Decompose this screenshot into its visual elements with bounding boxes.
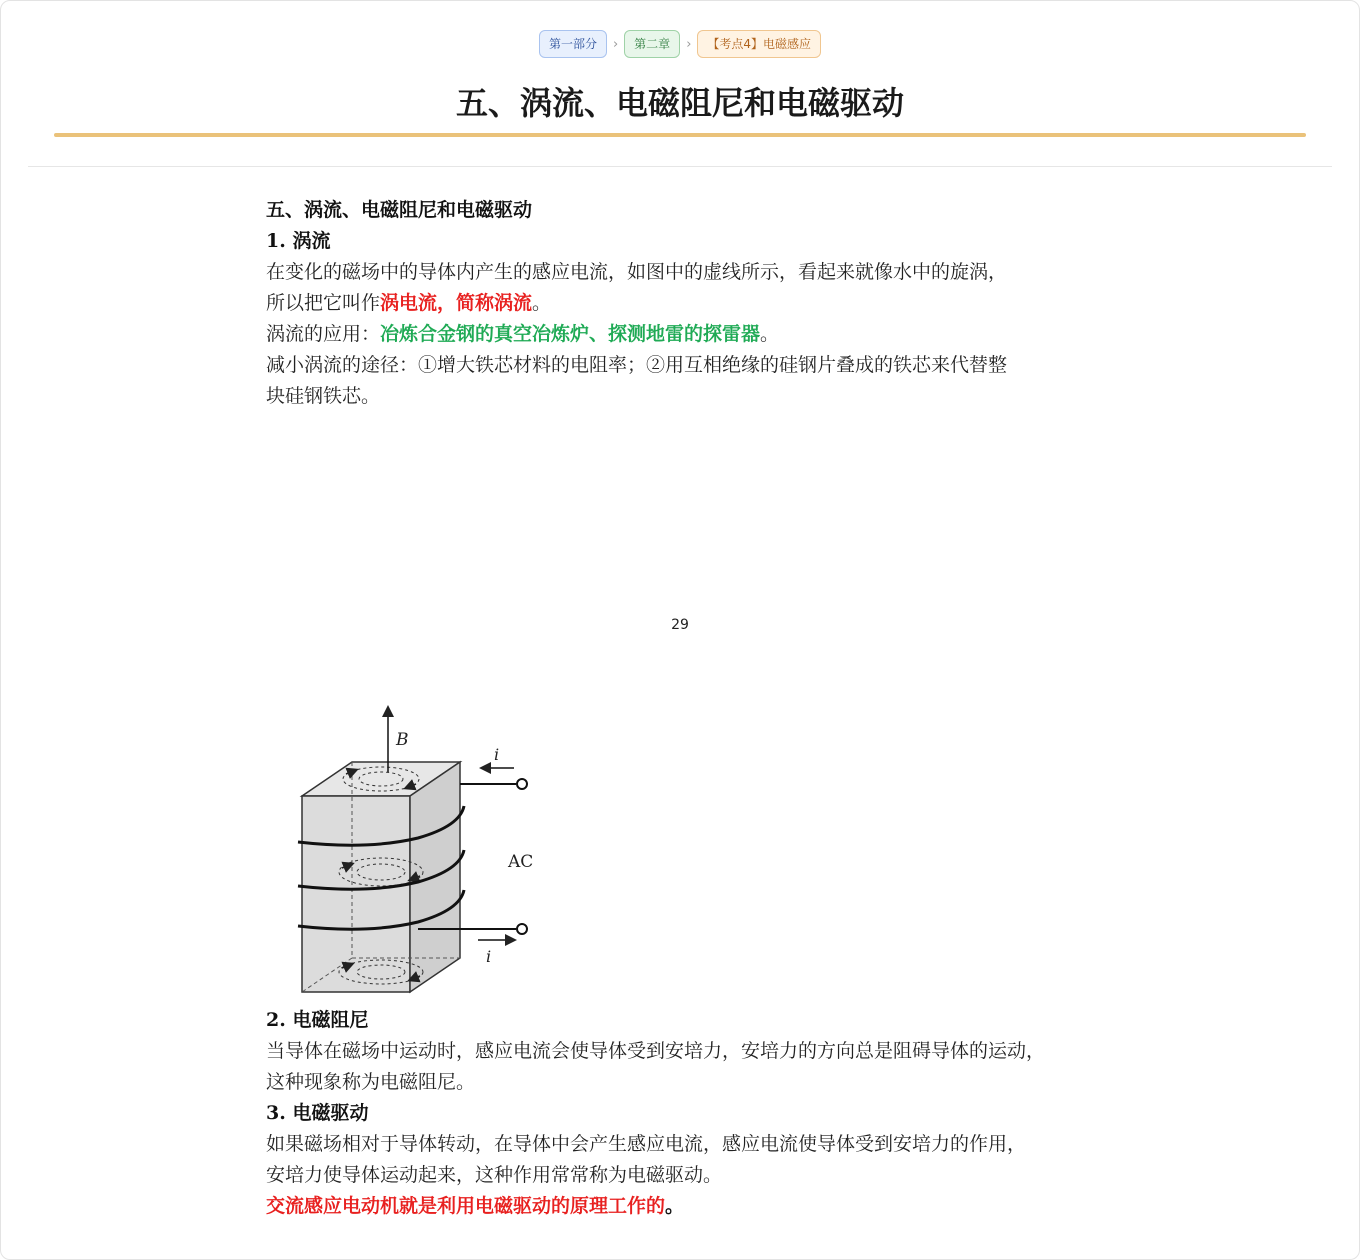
breadcrumb (0, 30, 1360, 58)
breadcrumb-separator-icon: › (686, 36, 692, 52)
header-divider (28, 166, 1332, 167)
damping-line-2: 这种现象称为电磁阻尼。 (266, 1071, 476, 1093)
eddy-application-post: 。 (760, 323, 780, 345)
eddy-application (266, 319, 1146, 350)
eddy-line-2-pre: 所以把它叫作 (266, 292, 381, 314)
breadcrumb-chapter[interactable]: 第二章 (624, 30, 680, 58)
label-AC: AC (508, 852, 534, 872)
terminal-top (517, 779, 527, 789)
eddy-line-2 (266, 288, 1146, 319)
eddy-current-figure (288, 700, 560, 1000)
page-title: 五、涡流、电磁阻尼和电磁驱动 (455, 84, 904, 122)
eddy-heading: 1. 涡流 (266, 230, 331, 252)
title-underline (54, 133, 1306, 137)
section-content-2 (266, 1005, 1166, 1222)
drive-application (266, 1191, 1166, 1222)
drive-application-highlight: 交流感应电动机就是利用电磁驱动的原理工作的 (266, 1195, 666, 1217)
block-front-face (302, 796, 410, 992)
drive-application-post: 。 (665, 1195, 685, 1217)
label-B: B (396, 730, 409, 750)
page-number: 29 (671, 617, 689, 633)
section-heading: 五、涡流、电磁阻尼和电磁驱动 (266, 199, 533, 221)
eddy-line-1: 在变化的磁场中的导体内产生的感应电流，如图中的虚线所示，看起来就像水中的旋涡， (266, 261, 1008, 283)
terminal-bottom (517, 924, 527, 934)
section-content (266, 195, 1146, 412)
damping-heading: 2. 电磁阻尼 (266, 1009, 369, 1031)
breadcrumb-part[interactable]: 第一部分 (539, 30, 607, 58)
eddy-line-2-post: 。 (532, 292, 552, 314)
breadcrumb-topic[interactable]: 【考点4】电磁感应 (697, 30, 821, 58)
label-i-bottom: i (486, 947, 492, 966)
breadcrumb-separator-icon: › (612, 36, 619, 52)
eddy-term-highlight: 涡电流 (380, 292, 438, 314)
drive-line-1: 如果磁场相对于导体转动，在导体中会产生感应电流，感应电流使导体受到安培力的作用， (266, 1133, 1027, 1155)
eddy-short-term-highlight: ，简称涡流 (437, 292, 533, 314)
eddy-application-label: 涡流的应用： (266, 323, 381, 345)
label-i-top: i (494, 745, 500, 764)
eddy-current-diagram (288, 700, 560, 1000)
damping-line-1: 当导体在磁场中运动时，感应电流会使导体受到安培力，安培力的方向总是阻碍导体的运动， (266, 1040, 1046, 1062)
eddy-reduce-line-1: 减小涡流的途径：①增大铁芯材料的电阻率；②用互相绝缘的硅钢片叠成的铁芯来代替整 (266, 354, 1008, 376)
eddy-application-highlight: 冶炼合金钢的真空冶炼炉、探测地雷的探雷器 (380, 323, 761, 345)
eddy-reduce-line-2: 块硅钢铁芯。 (266, 385, 381, 407)
drive-line-2: 安培力使导体运动起来，这种作用常常称为电磁驱动。 (266, 1164, 723, 1186)
drive-heading: 3. 电磁驱动 (266, 1102, 369, 1124)
